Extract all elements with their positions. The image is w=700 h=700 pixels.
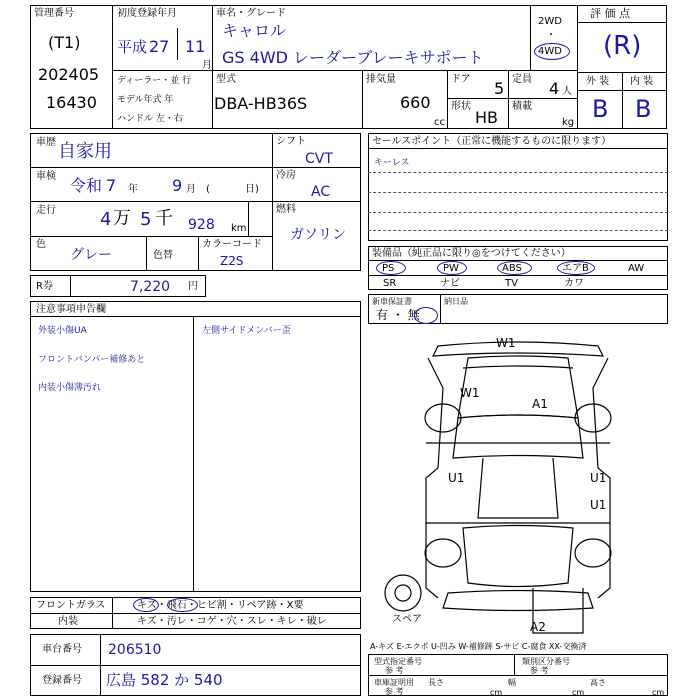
color-code: Z2S: [220, 254, 244, 268]
mileage-rest: 928: [188, 217, 215, 233]
interior-value: キズ・汚レ・コゲ・穴・スレ・キレ・破レ: [137, 616, 327, 627]
diag-spare: スペア: [392, 614, 422, 625]
form-cm2: cm: [572, 688, 585, 697]
sales-section: [368, 133, 668, 241]
mileage-sen: 5: [140, 209, 152, 230]
load-unit: kg: [562, 117, 575, 128]
note-left-1: 外装小傷UA: [38, 326, 87, 336]
form-l3b: 参 考: [385, 687, 404, 696]
dealer-line2: モデル年式 年: [117, 95, 174, 105]
equip-pw: PW: [443, 263, 459, 274]
diag-w1-left: W1: [460, 386, 480, 400]
diag-a1: A1: [532, 397, 548, 411]
regnum-label: 登録番号: [42, 675, 82, 686]
delivery-label: 納日品: [444, 297, 468, 306]
header-section: [30, 5, 667, 129]
ac-label: 冷房: [276, 170, 296, 181]
diag-a2: A2: [530, 620, 546, 634]
shaken-label: 車検: [36, 171, 56, 182]
shaken-year: 7: [106, 176, 117, 195]
disp-label: 排気量: [366, 74, 396, 85]
equip-leather: カワ: [564, 278, 584, 289]
equip-abs: ABS: [502, 263, 522, 274]
first-reg-label: 初度登録年月: [117, 8, 177, 19]
shift-label: シフト: [276, 136, 306, 147]
history-label: 車歴: [36, 137, 56, 148]
mgmt-num2: 16430: [46, 93, 97, 112]
dealer-line1: ディーラー・並 行: [117, 76, 192, 86]
form-l2: 類別区分番号: [522, 657, 570, 666]
mileage-man: 4: [100, 209, 112, 230]
fuel-value: ガソリン: [290, 227, 346, 243]
form-l6: 高さ: [590, 678, 606, 687]
chassis-label: 車台番号: [42, 644, 82, 655]
recycle-section: [30, 275, 206, 297]
shaken-year-unit: 年: [128, 184, 138, 195]
chassis-value: 206510: [108, 642, 162, 658]
glass-kizu-circle: [133, 598, 159, 612]
form-l4: 長さ: [428, 678, 444, 687]
shape-value: HB: [475, 108, 499, 127]
shaken-day-open: (: [206, 184, 210, 195]
regnum-value: 広島 582 か 540: [106, 671, 223, 689]
equip-sr: SR: [383, 278, 397, 289]
seats-label: 定員: [512, 74, 532, 85]
recycle-unit: 円: [188, 281, 198, 292]
glass-tobiishi-circle: [167, 598, 198, 612]
eval-label: 評 価 点: [590, 7, 630, 20]
ac-value: AC: [311, 184, 331, 200]
equip-navi: ナビ: [440, 278, 460, 289]
model-value: DBA-HB36S: [214, 94, 308, 113]
diag-u1-left: U1: [448, 471, 465, 485]
mileage-man-unit: 万: [113, 208, 131, 229]
load-label: 積載: [512, 101, 532, 112]
interior-label: 内装: [58, 616, 78, 627]
eval-int: B: [635, 95, 652, 123]
sales-label: セールスポイント（正常に機能するものに限ります）: [372, 136, 612, 147]
mileage-sen-unit: 千: [155, 208, 173, 229]
drive-4wd-circle: [534, 43, 570, 60]
equip-airbag-circle: [557, 261, 595, 275]
car-grade: GS 4WD レーダーブレーキサポート: [222, 48, 484, 67]
form-cm3: cm: [652, 688, 665, 697]
shaken-month: 9: [172, 176, 183, 195]
equip-airbag: エアB: [562, 263, 589, 274]
drive-2wd: 2WD: [538, 16, 562, 27]
note-right-1: 左側サイドメンバー歪: [202, 326, 291, 336]
disp-unit: cc: [434, 117, 445, 128]
doors-value: 5: [494, 79, 505, 98]
name-label: 車名・グレード: [216, 8, 286, 19]
damage-legend: A-キズ E-エクボ U-凹み W-補修跡 S-サビ C-腐食 XX-交換済: [370, 642, 587, 651]
shape-label: 形状: [451, 101, 471, 112]
warranty-value: 有 ・ 無: [376, 308, 420, 322]
recycle-label: R券: [36, 281, 53, 292]
drive-4wd: 4WD: [538, 46, 562, 57]
glass-label: フロントガラス: [36, 600, 106, 611]
shift-value: CVT: [305, 151, 333, 167]
equip-label: 装備品（純正品に限り◎をつけてください）: [372, 248, 571, 259]
mgmt-code: (T1): [48, 33, 81, 52]
equip-aw: AW: [628, 263, 645, 274]
warranty-label: 新車保証書: [372, 297, 412, 306]
diag-u1-right2: U1: [590, 498, 607, 512]
form-l1: 型式指定番号: [374, 657, 422, 666]
disp-value: 660: [400, 93, 431, 112]
notes-label: 注意事項申告欄: [36, 304, 106, 315]
form-l2b: 参 考: [530, 666, 549, 675]
form-l1b: 参 考: [385, 666, 404, 675]
form-cm1: cm: [490, 688, 503, 697]
first-reg-era: 平成: [117, 38, 148, 56]
note-left-3: 内装小傷薄汚れ: [38, 383, 102, 393]
glass-value: キズ・飛石・ヒビ割・リペア跡・X要: [137, 600, 304, 611]
drive-dot: ・: [546, 30, 556, 41]
notes-section: [30, 301, 361, 592]
recycle-value: 7,220: [130, 279, 171, 295]
color-change-label: 色替: [153, 250, 173, 261]
eval-int-label: 内 装: [630, 76, 654, 87]
shaken-month-unit: 月: [186, 184, 196, 195]
diag-w1-top: W1: [496, 336, 516, 350]
equip-ps: PS: [382, 263, 395, 274]
shaken-day-close: 日): [245, 184, 259, 195]
color-label: 色: [36, 239, 46, 250]
seats-value: 4: [549, 79, 560, 98]
equip-pw-circle: [437, 261, 467, 275]
eval-ext: B: [592, 95, 609, 123]
fuel-label: 燃料: [276, 204, 296, 215]
history-value: 自家用: [58, 141, 112, 162]
car-diagram: [368, 328, 668, 638]
color-code-label: カラーコード: [202, 239, 262, 250]
equip-abs-circle: [497, 261, 532, 275]
shaken-era: 令和: [70, 176, 103, 195]
diag-u1-right1: U1: [590, 471, 607, 485]
eval-score: (R): [603, 31, 642, 61]
note-left-2: フロントバンパー補修あと: [38, 355, 146, 365]
first-reg-month-unit: 月: [202, 60, 212, 71]
eval-ext-label: 外 装: [586, 76, 610, 87]
mgmt-num1: 202405: [38, 65, 100, 84]
equip-ps-circle: [376, 261, 406, 275]
first-reg-year: 27: [149, 37, 170, 56]
seats-unit: 人: [562, 86, 572, 97]
color-value: グレー: [70, 247, 112, 263]
mgmt-label: 管理番号: [34, 8, 74, 19]
mileage-label: 走行: [36, 205, 56, 216]
equip-tv: TV: [505, 278, 518, 289]
form-l3: 車庫証明用: [374, 678, 414, 687]
doors-label: ドア: [451, 74, 471, 85]
dealer-line3: ハンドル 左・右: [117, 114, 183, 124]
mileage-unit: km: [231, 223, 247, 234]
sales-item-1: キーレス: [374, 158, 410, 168]
first-reg-month: 11: [185, 37, 206, 56]
form-l5: 幅: [508, 678, 516, 687]
model-label: 型式: [216, 74, 236, 85]
car-name: キャロル: [222, 21, 287, 40]
warranty-no-circle: [414, 307, 438, 324]
